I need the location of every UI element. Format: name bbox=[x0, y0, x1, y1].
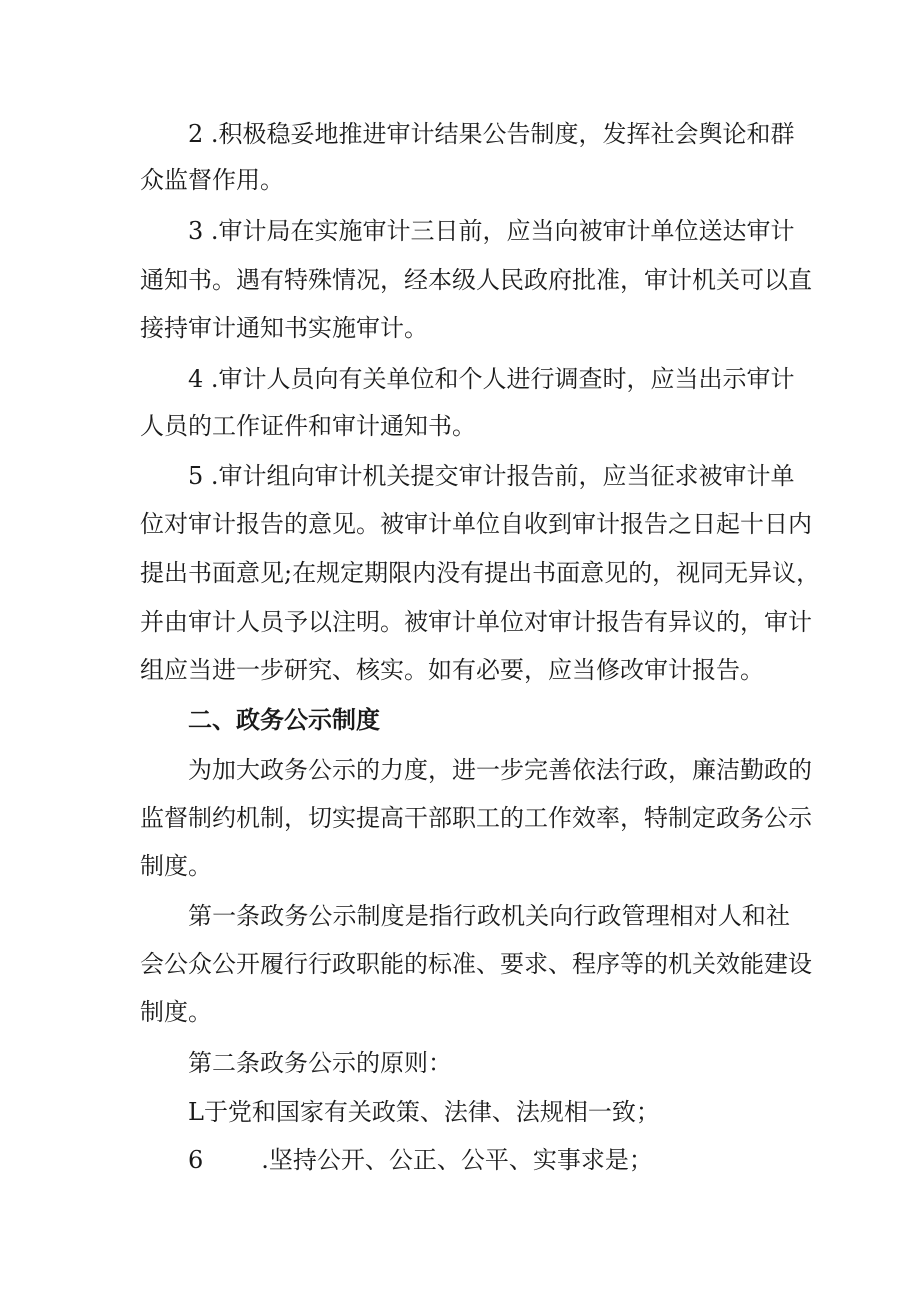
paragraph-line: 并由审计人员予以注明。被审计单位对审计报告有异议的，审计 bbox=[140, 608, 812, 636]
paragraph-line: 3 .审计局在实施审计三日前，应当向被审计单位送达审计 bbox=[188, 217, 795, 245]
paragraph-line: 5 .审计组向审计机关提交审计报告前，应当征求被审计单 bbox=[188, 462, 795, 490]
paragraph-line: 制度。 bbox=[140, 998, 212, 1026]
item-number: 6 bbox=[188, 1146, 204, 1174]
paragraph-line: 为加大政务公示的力度，进一步完善依法行政，廉洁勤政的 bbox=[188, 756, 812, 784]
paragraph-line: 监督制约机制，切实提高干部职工的工作效率，特制定政务公示 bbox=[140, 804, 812, 832]
paragraph-line: 第一条政务公示制度是指行政机关向行政管理相对人和社 bbox=[188, 902, 790, 930]
section-heading: 二、政务公示制度 bbox=[188, 706, 380, 734]
paragraph-line: 2 .积极稳妥地推进审计结果公告制度，发挥社会舆论和群 bbox=[188, 120, 795, 148]
paragraph-line: 通知书。遇有特殊情况，经本级人民政府批准，审计机关可以直 bbox=[140, 266, 812, 294]
paragraph-line: 接持审计通知书实施审计。 bbox=[140, 314, 428, 342]
paragraph-line: 提出书面意见;在规定期限内没有提出书面意见的，视同无异议， bbox=[140, 559, 821, 587]
paragraph-line: 4 .审计人员向有关单位和个人进行调查时，应当出示审计 bbox=[188, 365, 795, 393]
item-text: .坚持公开、公正、公平、实事求是； bbox=[261, 1146, 653, 1174]
paragraph-line: 人员的工作证件和审计通知书。 bbox=[140, 412, 476, 440]
paragraph-line: 第二条政务公示的原则： bbox=[188, 1049, 452, 1077]
paragraph-line: 众监督作用。 bbox=[140, 166, 284, 194]
paragraph-line: 组应当进一步研究、核实。如有必要，应当修改审计报告。 bbox=[140, 656, 764, 684]
paragraph-line bbox=[188, 1142, 790, 1178]
paragraph-line: 位对审计报告的意见。被审计单位自收到审计报告之日起十日内 bbox=[140, 510, 812, 538]
paragraph-line: 制度。 bbox=[140, 852, 212, 880]
paragraph-line: 会公众公开履行行政职能的标准、要求、程序等的机关效能建设 bbox=[140, 950, 812, 978]
paragraph-line: L于党和国家有关政策、法律、法规相一致； bbox=[188, 1098, 660, 1126]
